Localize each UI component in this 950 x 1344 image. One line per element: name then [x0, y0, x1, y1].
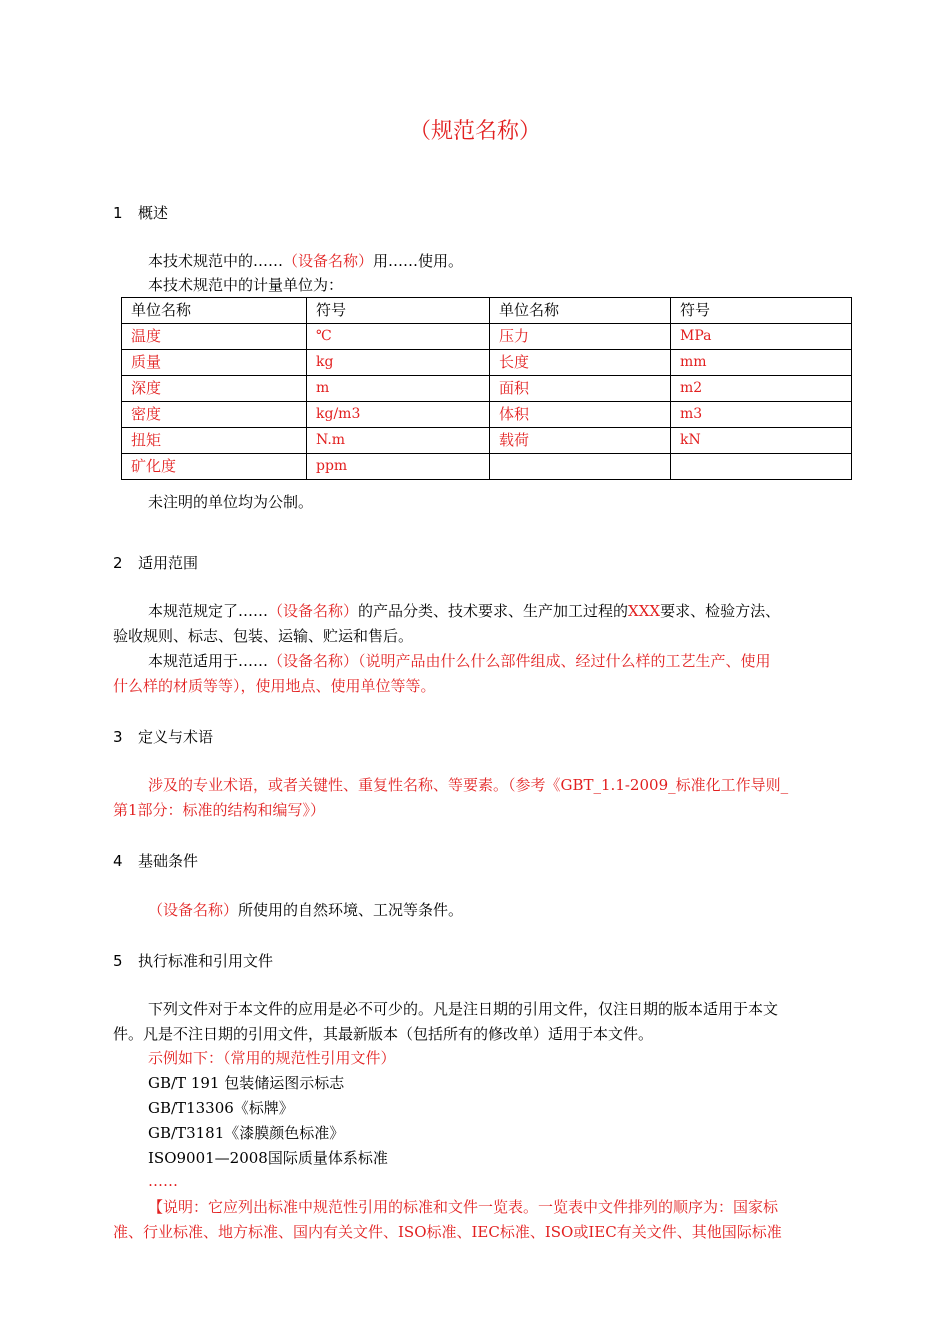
section-title: 适用范围 — [138, 554, 199, 572]
document-title: （规范名称） — [408, 119, 541, 144]
reference-item: GB/T 191 包装储运图示标志 — [148, 1074, 345, 1092]
section-number: 3 — [113, 728, 123, 746]
table-cell: 长度 — [490, 350, 671, 376]
section-2-heading — [113, 552, 198, 573]
section-title: 基础条件 — [138, 852, 199, 870]
section-1-paragraph-2: 本技术规范中的计量单位为： — [148, 276, 344, 294]
section-2-paragraph-2-line-2: 什么样的材质等等），使用地点、使用单位等等。 — [113, 677, 436, 695]
section-1-heading — [113, 202, 168, 223]
note-line-2: 准、行业标准、地方标准、国内有关文件、ISO标准、IEC标准、ISO或IEC有关文件、其他国际标准 — [113, 1223, 782, 1241]
table-cell: 压力 — [490, 324, 671, 350]
table-cell: 温度 — [122, 324, 307, 350]
table-cell: 载荷 — [490, 428, 671, 454]
table-cell: ℃ — [307, 324, 490, 350]
section-5-paragraph-line-2: 件。凡是不注日期的引用文件，其最新版本（包括所有的修改单）适用于本文件。 — [113, 1025, 654, 1043]
note-line-1: 【说明：它应列出标准中规范性引用的标准和文件一览表。一览表中文件排列的顺序为：国家标 — [148, 1198, 779, 1216]
section-number: 4 — [113, 852, 123, 870]
text-run: 本规范规定了…… — [148, 602, 269, 620]
section-number: 1 — [113, 204, 123, 222]
section-2-paragraph-1-line-2: 验收规则、标志、包装、运输、贮运和售后。 — [113, 627, 414, 645]
table-cell: kg — [307, 350, 490, 376]
section-title: 定义与术语 — [138, 728, 214, 746]
table-row — [122, 402, 852, 428]
device-name-placeholder: （设备名称） — [283, 252, 374, 270]
section-3-line-2: 第1部分：标准的结构和编写》） — [113, 801, 326, 819]
placeholder-xxx: XXX — [628, 602, 661, 620]
section-1-note: 未注明的单位均为公制。 — [148, 493, 314, 511]
section-3-line-1: 涉及的专业术语，或者关键性、重复性名称、等要素。（参考《GBT_1.1-2009_标准化工作导则_ — [148, 776, 789, 794]
table-row — [122, 428, 852, 454]
table-cell: 体积 — [490, 402, 671, 428]
table-header-cell: 单位名称 — [122, 298, 307, 324]
text-run: 本规范适用于…… — [148, 652, 269, 670]
table-cell: m2 — [671, 376, 852, 402]
section-3-heading — [113, 726, 213, 747]
table-cell: N.m — [307, 428, 490, 454]
ellipsis: …… — [148, 1172, 178, 1190]
text-run: 本技术规范中的…… — [148, 252, 284, 270]
table-cell: kN — [671, 428, 852, 454]
text-run: 用……使用。 — [373, 252, 464, 270]
reference-item: GB/T3181《漆膜颜色标准》 — [148, 1124, 345, 1142]
table-cell: 面积 — [490, 376, 671, 402]
section-title: 概述 — [138, 204, 169, 222]
section-2-paragraph-1-line-1 — [148, 599, 780, 623]
section-number: 2 — [113, 554, 123, 572]
red-instruction: （设备名称）（说明产品由什么什么部件组成、经过什么样的工艺生产、使用 — [268, 652, 771, 670]
device-name-placeholder: （设备名称） — [268, 602, 359, 620]
section-5-paragraph-line-1: 下列文件对于本文件的应用是必不可少的。凡是注日期的引用文件，仅注日期的版本适用于本文 — [148, 1000, 779, 1018]
table-cell: 矿化度 — [122, 454, 307, 480]
table-cell — [490, 454, 671, 480]
table-cell: ppm — [307, 454, 490, 480]
text-run: 所使用的自然环境、工况等条件。 — [238, 901, 464, 919]
table-cell: m3 — [671, 402, 852, 428]
section-number: 5 — [113, 952, 123, 970]
table-row — [122, 454, 852, 480]
example-label: 示例如下：（常用的规范性引用文件） — [148, 1049, 396, 1067]
table-row — [122, 376, 852, 402]
table-cell: 密度 — [122, 402, 307, 428]
table-header-cell: 符号 — [671, 298, 852, 324]
table-cell: 扭矩 — [122, 428, 307, 454]
table-header-cell: 单位名称 — [490, 298, 671, 324]
section-4-paragraph — [148, 898, 463, 922]
units-table — [121, 297, 852, 480]
table-cell — [671, 454, 852, 480]
table-cell: m — [307, 376, 490, 402]
section-2-paragraph-2-line-1 — [148, 649, 771, 673]
reference-item: ISO9001—2008国际质量体系标准 — [148, 1149, 388, 1167]
table-cell: 质量 — [122, 350, 307, 376]
reference-item: GB/T13306《标牌》 — [148, 1099, 294, 1117]
device-name-placeholder: （设备名称） — [148, 901, 239, 919]
text-run: 要求、检验方法、 — [660, 602, 781, 620]
section-4-heading — [113, 850, 198, 871]
section-5-heading — [113, 950, 273, 971]
table-row — [122, 350, 852, 376]
table-cell: 深度 — [122, 376, 307, 402]
table-cell: kg/m3 — [307, 402, 490, 428]
table-header-cell: 符号 — [307, 298, 490, 324]
table-cell: MPa — [671, 324, 852, 350]
section-1-paragraph-1 — [148, 249, 463, 273]
table-row — [122, 324, 852, 350]
table-header-row — [122, 298, 852, 324]
section-title: 执行标准和引用文件 — [138, 952, 274, 970]
text-run: 的产品分类、技术要求、生产加工过程的 — [358, 602, 629, 620]
table-cell: mm — [671, 350, 852, 376]
